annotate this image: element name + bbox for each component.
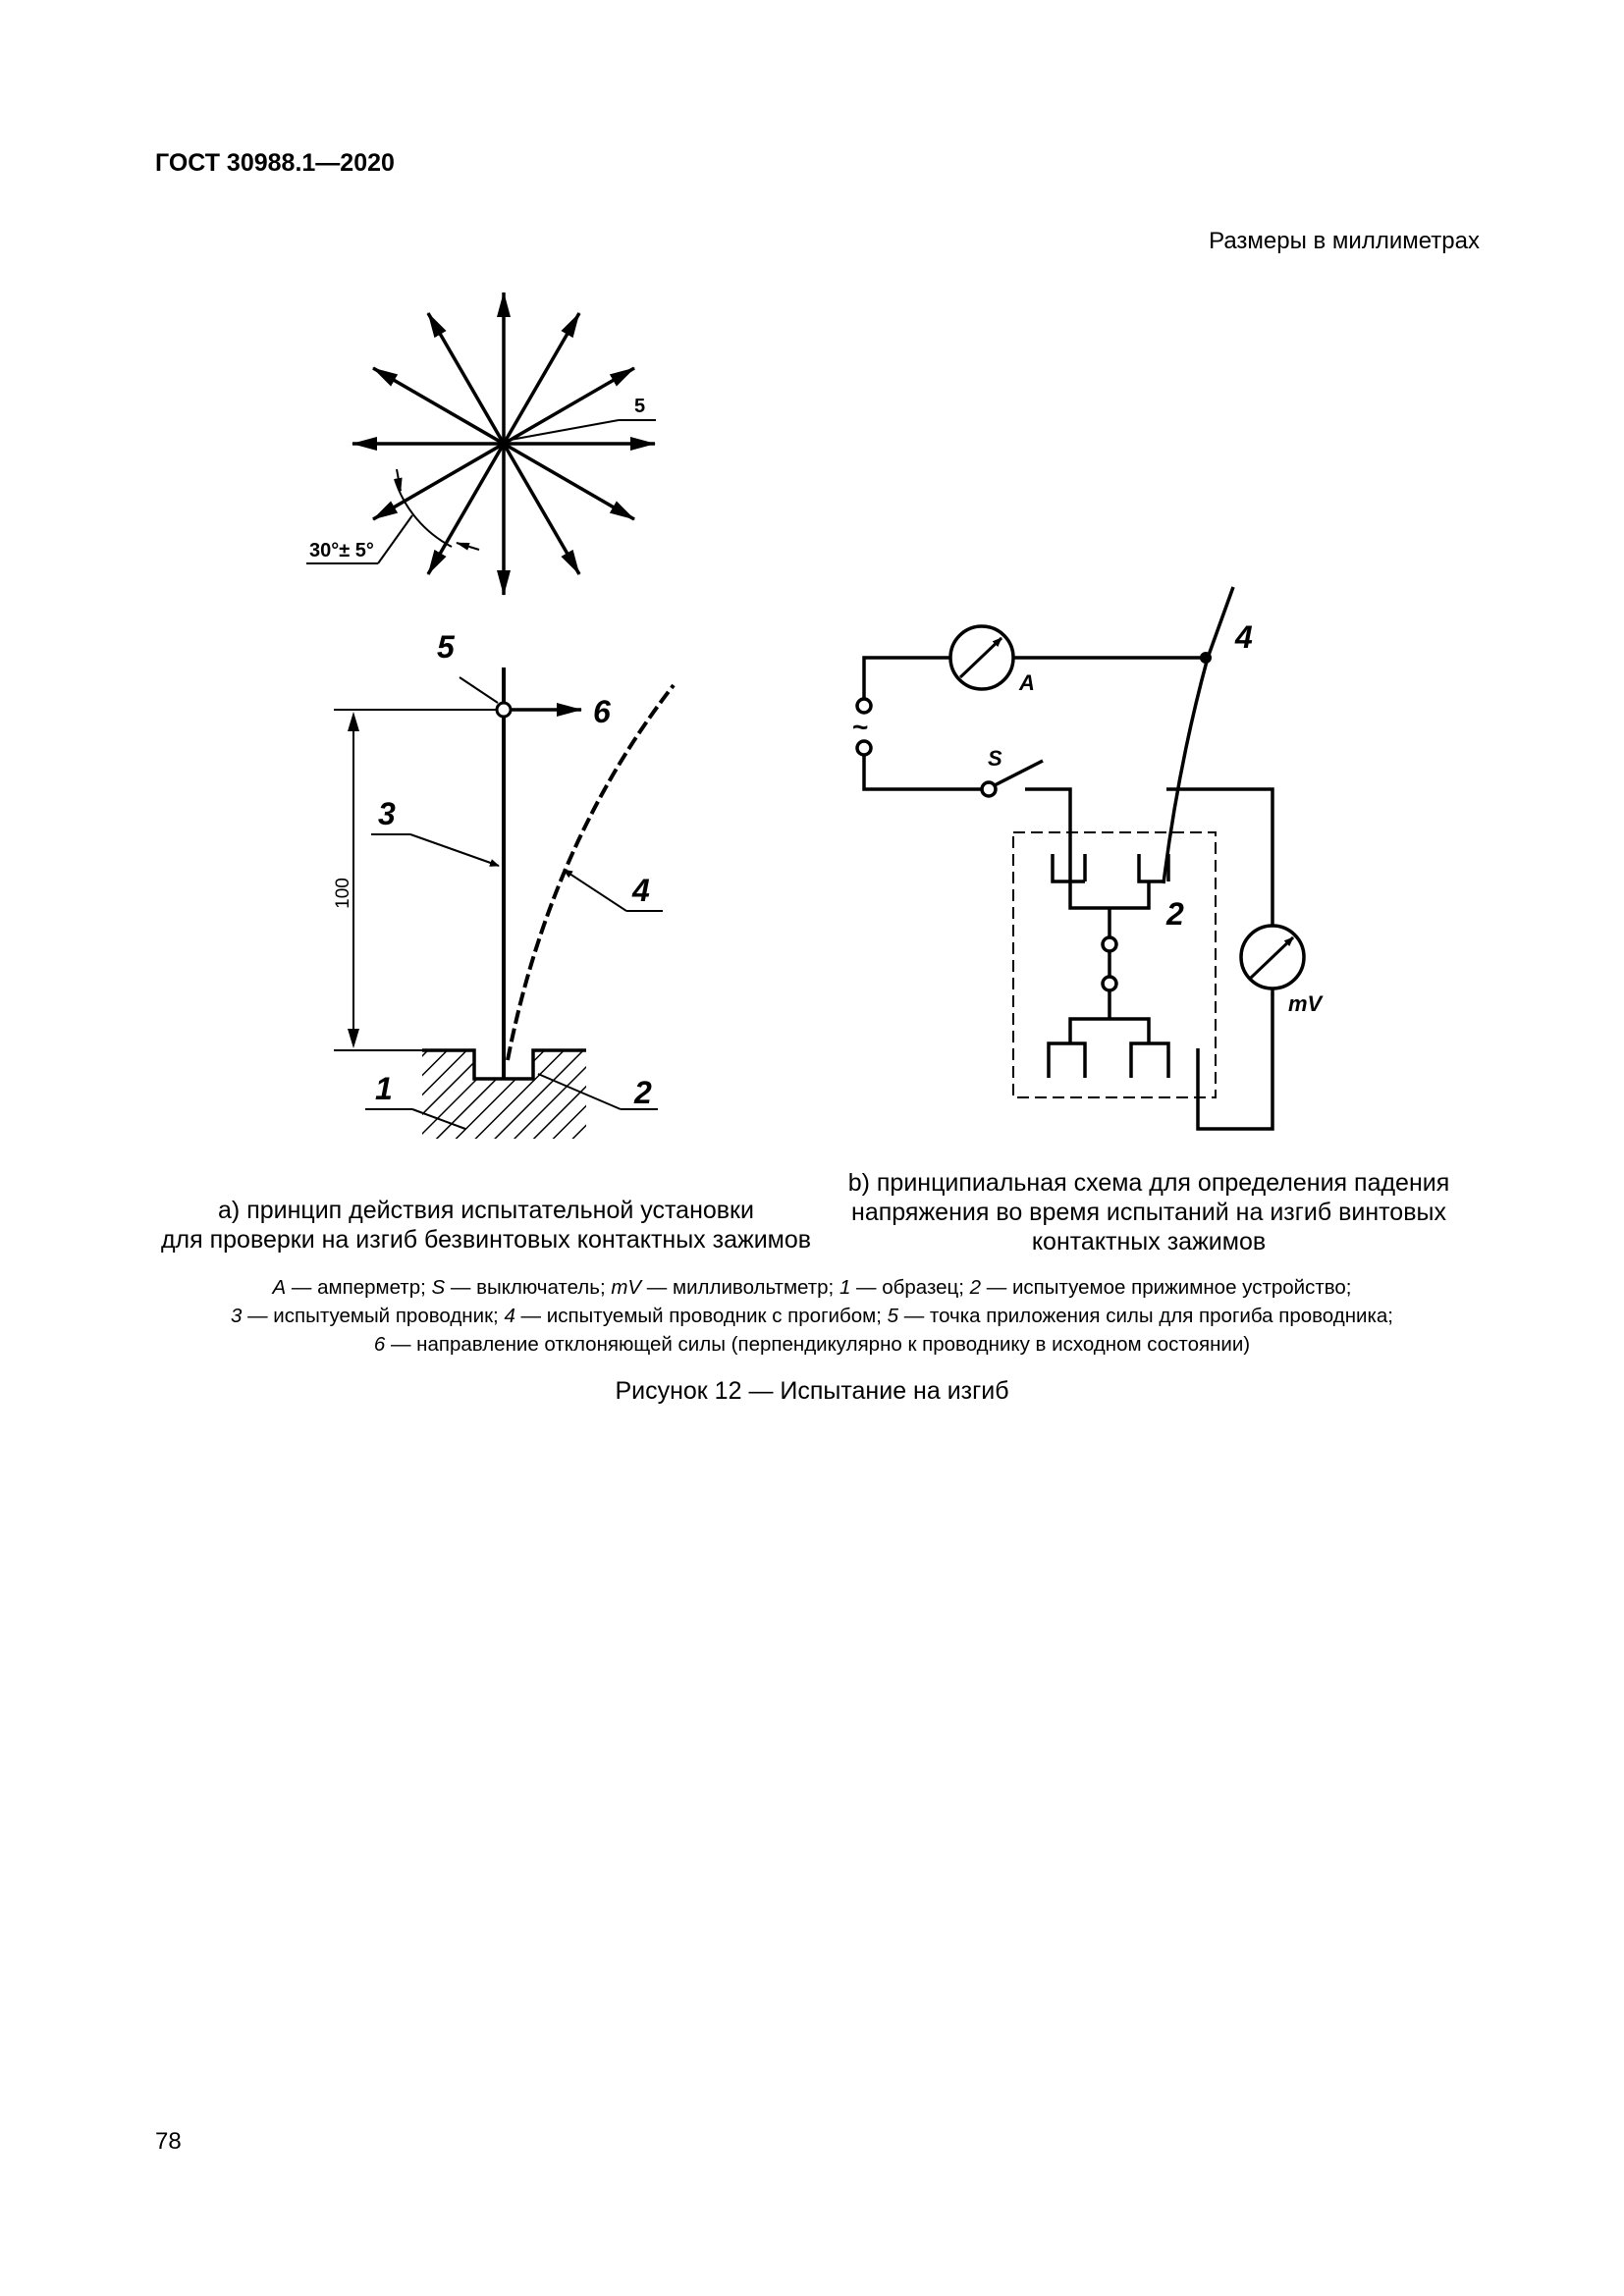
legend-line3: 6 — направление отклоняющей силы (перпендикулярно к проводнику в исходном состоянии) <box>373 1333 1251 1356</box>
label-mV: mV <box>1288 991 1323 1016</box>
label-2b: 2 <box>1166 896 1184 932</box>
units-note: Размеры в миллиметрах <box>1209 228 1480 254</box>
angle-label: 30°± 5° <box>309 540 374 561</box>
dimension-100: 100 <box>333 878 353 909</box>
label-2: 2 <box>634 1075 652 1110</box>
star-label-5: 5 <box>634 396 646 417</box>
source-terminal-bottom <box>857 741 871 755</box>
figure-title: Рисунок 12 — Испытание на изгиб <box>615 1377 1009 1405</box>
diagram-a <box>333 629 674 1139</box>
caption-b-line3: контактных зажимов <box>1031 1228 1267 1255</box>
caption-b-line2: напряжения во время испытаний на изгиб винтовых <box>851 1199 1446 1226</box>
caption-a-line1: а) принцип действия испытательной установки <box>218 1197 754 1224</box>
force-application-point <box>497 703 511 717</box>
legend-line2: 3 — испытуемый проводник; 4 — испытуемый проводник с прогибом; 5 — точка приложения силы для прогиба проводника; <box>230 1305 1394 1327</box>
conductor-junction-point <box>1200 652 1212 664</box>
label-6: 6 <box>593 694 611 729</box>
caption-b-line1: b) принципиальная схема для определения падения <box>847 1169 1450 1197</box>
label-4b: 4 <box>1235 619 1253 655</box>
document-code: ГОСТ 30988.1—2020 <box>155 149 395 177</box>
caption-a-line2: для проверки на изгиб безвинтовых контактных зажимов <box>160 1226 812 1254</box>
figure-legend <box>118 1273 1506 1359</box>
source-symbol: ~ <box>852 712 869 742</box>
page-number: 78 <box>155 2128 182 2155</box>
caption-b <box>835 1168 1463 1256</box>
star-center-point <box>498 438 510 450</box>
clamping-unit-box <box>1013 832 1216 1097</box>
label-A: A <box>1019 670 1035 695</box>
source-terminal-top <box>857 699 871 713</box>
label-5: 5 <box>437 629 455 665</box>
caption-a <box>147 1196 825 1255</box>
label-3: 3 <box>378 796 396 831</box>
diagram-b <box>857 587 1304 1129</box>
label-S: S <box>988 746 1002 771</box>
label-4: 4 <box>632 873 650 908</box>
switch-contact <box>982 782 996 796</box>
label-1: 1 <box>375 1071 393 1106</box>
legend-line1: A — амперметр; S — выключатель; mV — милливольтметр; 1 — образец; 2 — испытуемое прижимное устройство; <box>272 1276 1352 1299</box>
